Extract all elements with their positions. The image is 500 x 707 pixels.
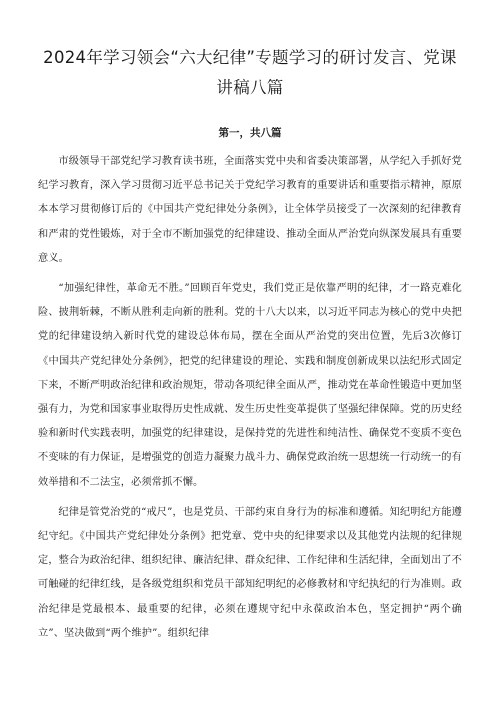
- body-paragraph: “加强纪律性，革命无不胜。”回顾百年党史，我们党正是依靠严明的纪律，才一路克难化险、披荆斩棘，不断从胜利走向新的胜利。党的十八大以来，以习近平同志为核心的党中央把党的纪律建设纳入新时代党的建设总体布局，摆在全面从严治党的突出位置，先后3次修订《中国共产党纪律处分条例》，把党的纪律建设的理论、实践和制度创新成果以法纪形式固定下来，不断严明政治纪律和政治规矩，带动各项纪律全面从严，推动党在革命性锻造中更加坚强有力，为党和国家事业取得历史性成就、发生历史性变革提供了坚强纪律保障。党的历史经验和新时代实践表明，加强党的纪律建设，是保持党的先进性和纯洁性、确保党不变质不变色不变味的有力保证，是增强党的创造力凝聚力战斗力、确保党政治统一思想统一行动统一的有效举措和不二法宝，必须常抓不懈。: [38, 283, 462, 488]
- document-title: 2024年学习领会“六大纪律”专题学习的研讨发言、党课讲稿八篇: [43, 48, 457, 97]
- section-heading: 第一，共八篇: [218, 127, 282, 139]
- document-body: [38, 150, 462, 652]
- body-paragraph: 纪律是管党治党的“戒尺”，也是党员、干部约束自身行为的标准和遵循。知纪明纪方能遵纪守纪。《中国共产党纪律处分条例》把党章、党中央的纪律要求以及其他党内法规的纪律规定，整合为政治纪律、组织纪律、廉洁纪律、群众纪律、工作纪律和生活纪律，全面划出了不可触碰的纪律红线，是各级党组织和党员干部知纪明纪的必修教材和守纪执纪的行为准则。政治纪律是党最根本、最重要的纪律，必须在遵规守纪中永葆政治本色，坚定拥护“两个确立”、坚决做到“两个维护”。组织纪律: [38, 506, 462, 639]
- body-paragraph: 市级领导干部党纪学习教育读书班，全面落实党中央和省委决策部署，从学纪入手抓好党纪学习教育，深入学习贯彻习近平总书记关于党纪学习教育的重要讲话和重要指示精神，原原本本学习贯彻修订后的《中国共产党纪律处分条例》，让全体学员接受了一次深刻的纪律教育和严肃的党性锻炼，对于全市不断加强党的纪律建设、推动全面从严治党向纵深发展具有重要意义。: [38, 156, 462, 264]
